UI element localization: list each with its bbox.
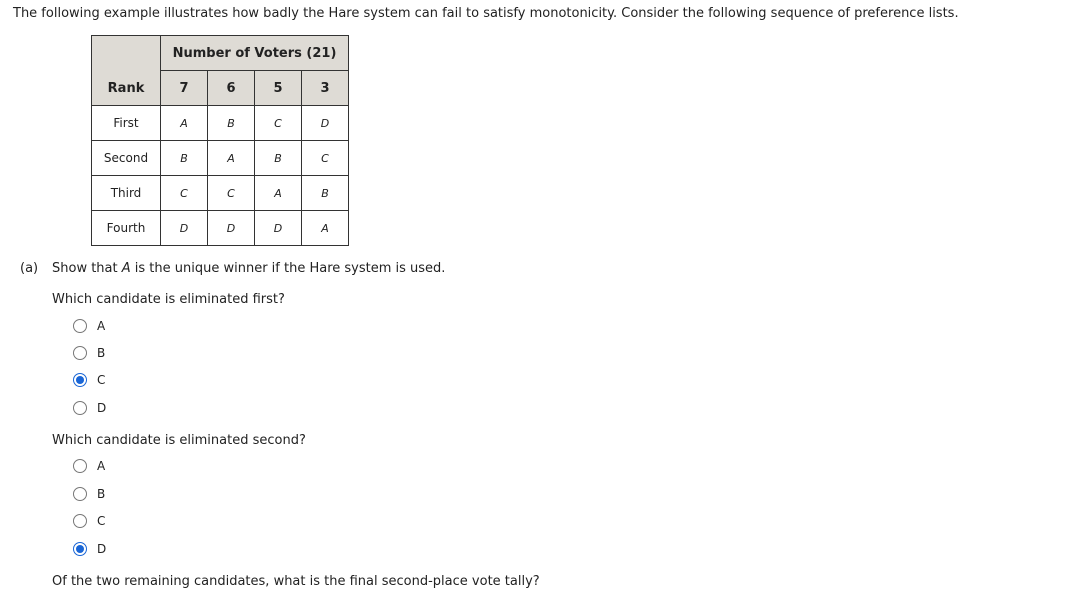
- table-cell: D: [302, 106, 349, 141]
- radio-button[interactable]: [73, 514, 87, 528]
- option-label[interactable]: C: [97, 514, 106, 528]
- radio-button-selected[interactable]: [73, 542, 87, 556]
- table-cell: D: [161, 211, 208, 246]
- table-cell: A: [208, 141, 255, 176]
- part-text-before: Show that: [52, 261, 122, 276]
- voters-header: Number of Voters (21): [161, 36, 349, 71]
- table-row: [92, 106, 349, 141]
- part-variable: A: [121, 261, 131, 276]
- voter-count: 6: [208, 71, 255, 106]
- radio-button[interactable]: [73, 487, 87, 501]
- table-row: [92, 176, 349, 211]
- intro-text: The following example illustrates how badly the Hare system can fail to satisfy monotonicity. Consider the following sequence of preference lists.: [13, 6, 959, 21]
- radio-button[interactable]: [73, 319, 87, 333]
- rank-label: Third: [92, 176, 161, 211]
- option-label[interactable]: B: [97, 346, 106, 360]
- radio-button[interactable]: [73, 346, 87, 360]
- table-cell: C: [161, 176, 208, 211]
- table-cell: D: [208, 211, 255, 246]
- voter-count: 3: [302, 71, 349, 106]
- question-final-tally: Of the two remaining candidates, what is the final second-place vote tally?: [52, 574, 540, 589]
- option-label[interactable]: A: [97, 459, 106, 473]
- table-cell: C: [208, 176, 255, 211]
- radio-button[interactable]: [73, 401, 87, 415]
- voter-count: 5: [255, 71, 302, 106]
- table-cell: D: [255, 211, 302, 246]
- table-row: [92, 141, 349, 176]
- option-label[interactable]: A: [97, 319, 106, 333]
- rank-header: Rank: [92, 36, 161, 106]
- radio-button[interactable]: [73, 459, 87, 473]
- rank-label: First: [92, 106, 161, 141]
- part-label: (a): [20, 261, 39, 276]
- option-label[interactable]: C: [97, 373, 106, 387]
- table-cell: B: [161, 141, 208, 176]
- voter-count: 7: [161, 71, 208, 106]
- radio-button-selected[interactable]: [73, 373, 87, 387]
- question-eliminated-first: Which candidate is eliminated first?: [52, 292, 285, 307]
- option-label[interactable]: B: [97, 487, 106, 501]
- table-cell: B: [302, 176, 349, 211]
- part-text-after: is the unique winner if the Hare system is used.: [130, 261, 446, 276]
- table-row: [92, 211, 349, 246]
- rank-label: Fourth: [92, 211, 161, 246]
- table-cell: A: [255, 176, 302, 211]
- table-cell: C: [255, 106, 302, 141]
- table-cell: A: [302, 211, 349, 246]
- table-cell: A: [161, 106, 208, 141]
- preference-table: [91, 35, 349, 246]
- option-label[interactable]: D: [97, 542, 107, 556]
- question-eliminated-second: Which candidate is eliminated second?: [52, 433, 306, 448]
- part-a-prompt: [20, 261, 445, 276]
- table-cell: C: [302, 141, 349, 176]
- option-label[interactable]: D: [97, 401, 107, 415]
- table-cell: B: [255, 141, 302, 176]
- rank-label: Second: [92, 141, 161, 176]
- table-cell: B: [208, 106, 255, 141]
